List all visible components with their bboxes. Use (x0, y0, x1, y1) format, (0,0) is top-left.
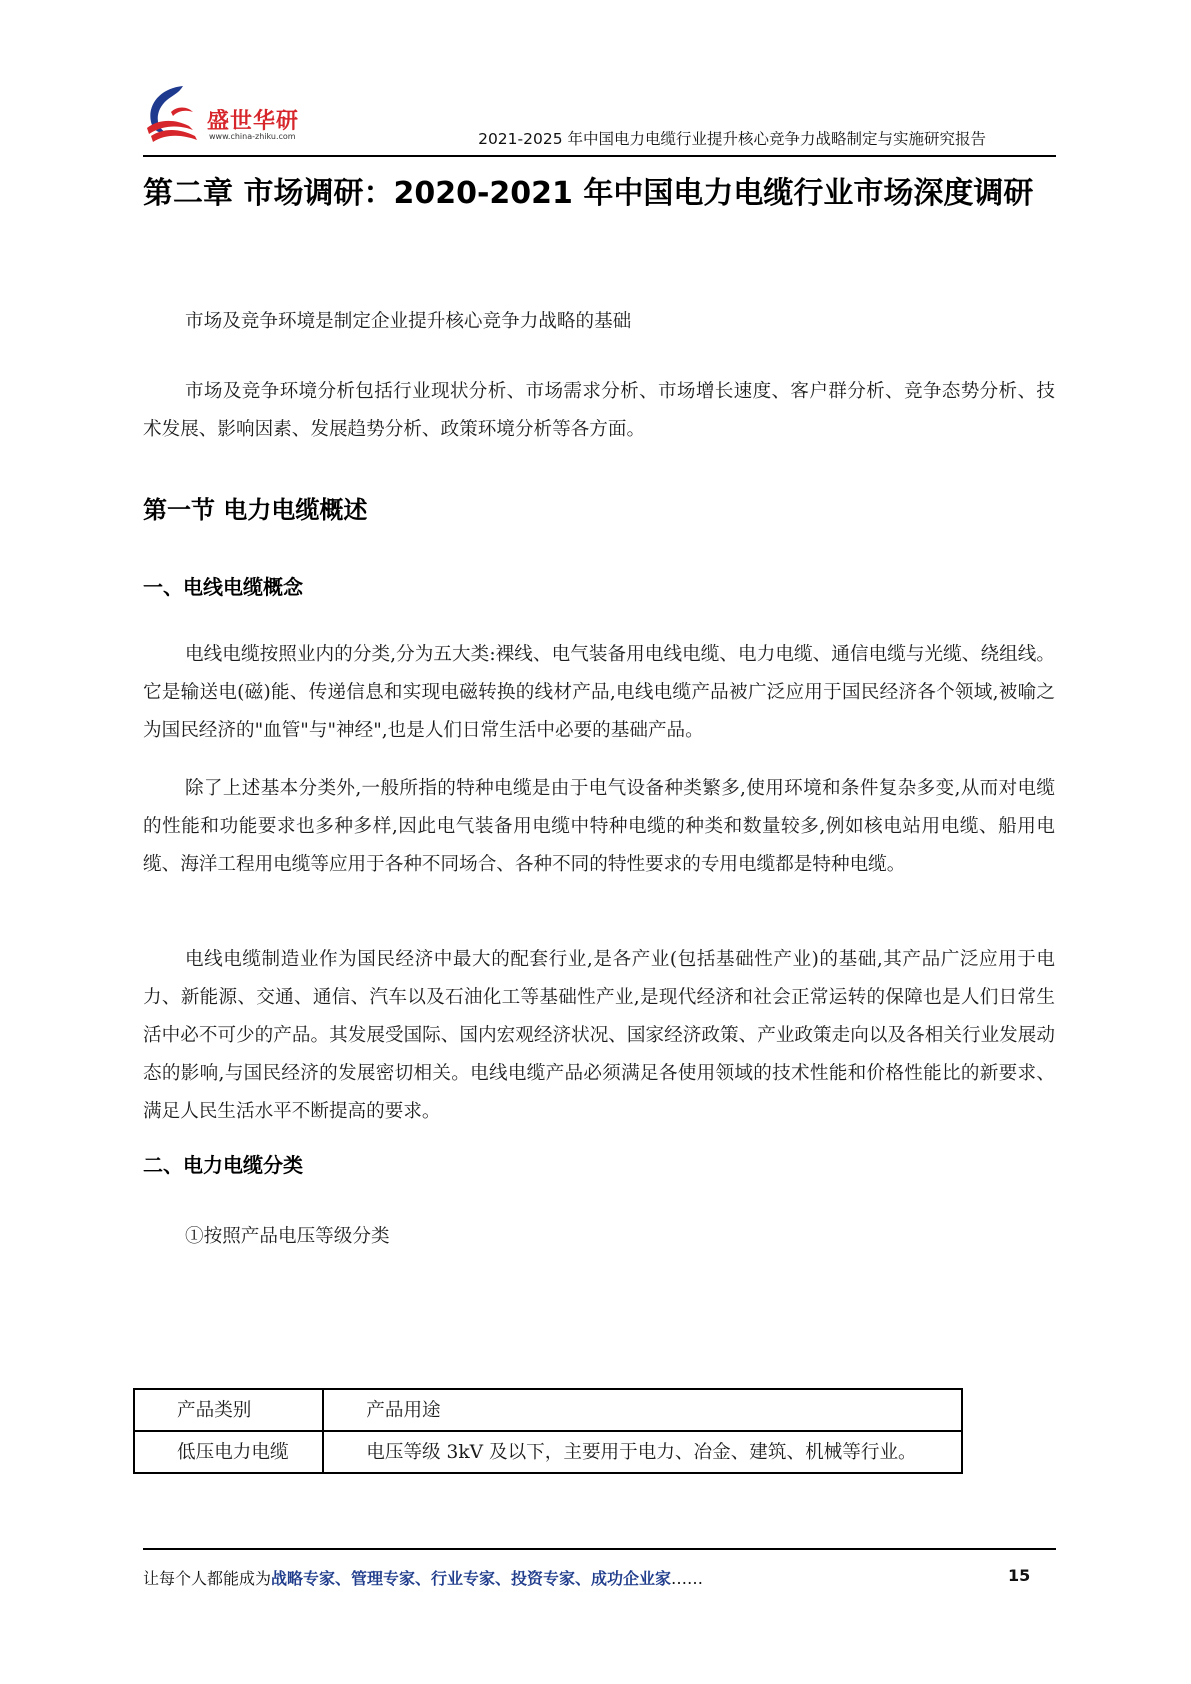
slogan-prefix: 让每个人都能成为 (143, 1569, 272, 1588)
slogan-suffix: …… (671, 1569, 704, 1588)
logo-emblem-icon (143, 82, 207, 148)
intro-paragraph: 市场及竞争环境是制定企业提升核心竞争力战略的基础 (185, 311, 632, 332)
logo-name: 盛世华研 (207, 109, 300, 134)
page-header (143, 80, 1056, 158)
body-paragraph: 电线电缆制造业作为国民经济中最大的配套行业,是各产业(包括基础性产业)的基础,其产品广泛应用于电力、新能源、交通、通信、汽车以及石油化工等基础性产业,是现代经济和社会正常运转的保障也是人们日常生活中必不可少的产品。其发展受国际、国内宏观经济状况、国家经济政策、产业政策走向以及各相关行业发展动态的影响,与国民经济的发展密切相关。电线电缆产品必须满足各使用领域的技术性能和价格性能比的新要求、满足人民生活水平不断提高的要求。 (143, 949, 1055, 1122)
table-cell: 电压等级 3kV 及以下，主要用于电力、冶金、建筑、机械等行业。 (323, 1431, 962, 1473)
table-header-cell: 产品用途 (323, 1389, 962, 1431)
body-paragraph: 电线电缆按照业内的分类,分为五大类:裸线、电气装备用电线电缆、电力电缆、通信电缆与光缆、绕组线。它是输送电(磁)能、传递信息和实现电磁转换的线材产品,电线电缆产品被广泛应用于国民经济各个领域,被喻之为国民经济的"血管"与"神经",也是人们日常生活中必要的基础产品。 (143, 644, 1055, 741)
table-header-row (134, 1389, 962, 1431)
chapter-title: 第二章 市场调研：2020-2021 年中国电力电缆行业市场深度调研 (143, 176, 1034, 211)
intro-paragraph: 市场及竞争环境分析包括行业现状分析、市场需求分析、市场增长速度、客户群分析、竞争态势分析、技术发展、影响因素、发展趋势分析、政策环境分析等各方面。 (143, 381, 1055, 440)
table-lead-text: ①按照产品电压等级分类 (185, 1226, 390, 1247)
table-row (134, 1431, 962, 1473)
voltage-class-table (133, 1388, 963, 1474)
header-divider (143, 155, 1056, 157)
table-cell: 低压电力电缆 (134, 1431, 323, 1473)
subsection-title: 一、电线电缆概念 (143, 575, 303, 599)
company-logo (143, 80, 323, 150)
body-paragraph: 除了上述基本分类外,一般所指的特种电缆是由于电气设备种类繁多,使用环境和条件复杂多变,从而对电缆的性能和功能要求也多种多样,因此电气装备用电缆中特种电缆的种类和数量较多,例如核电站用电缆、船用电缆、海洋工程用电缆等应用于各种不同场合、各种不同的特性要求的专用电缆都是特种电缆。 (143, 778, 1055, 875)
footer-divider (143, 1548, 1056, 1550)
report-title: 2021-2025 年中国电力电缆行业提升核心竞争力战略制定与实施研究报告 (478, 130, 986, 148)
table-header-cell: 产品类别 (134, 1389, 323, 1431)
subsection-title: 二、电力电缆分类 (143, 1153, 303, 1177)
slogan-highlight: 战略专家、管理专家、行业专家、投资专家、成功企业家 (271, 1569, 672, 1588)
section-title: 第一节 电力电缆概述 (143, 496, 368, 524)
logo-url: www.china-zhiku.com (209, 132, 296, 141)
footer-slogan (143, 1566, 703, 1589)
page-number: 15 (1008, 1566, 1031, 1585)
